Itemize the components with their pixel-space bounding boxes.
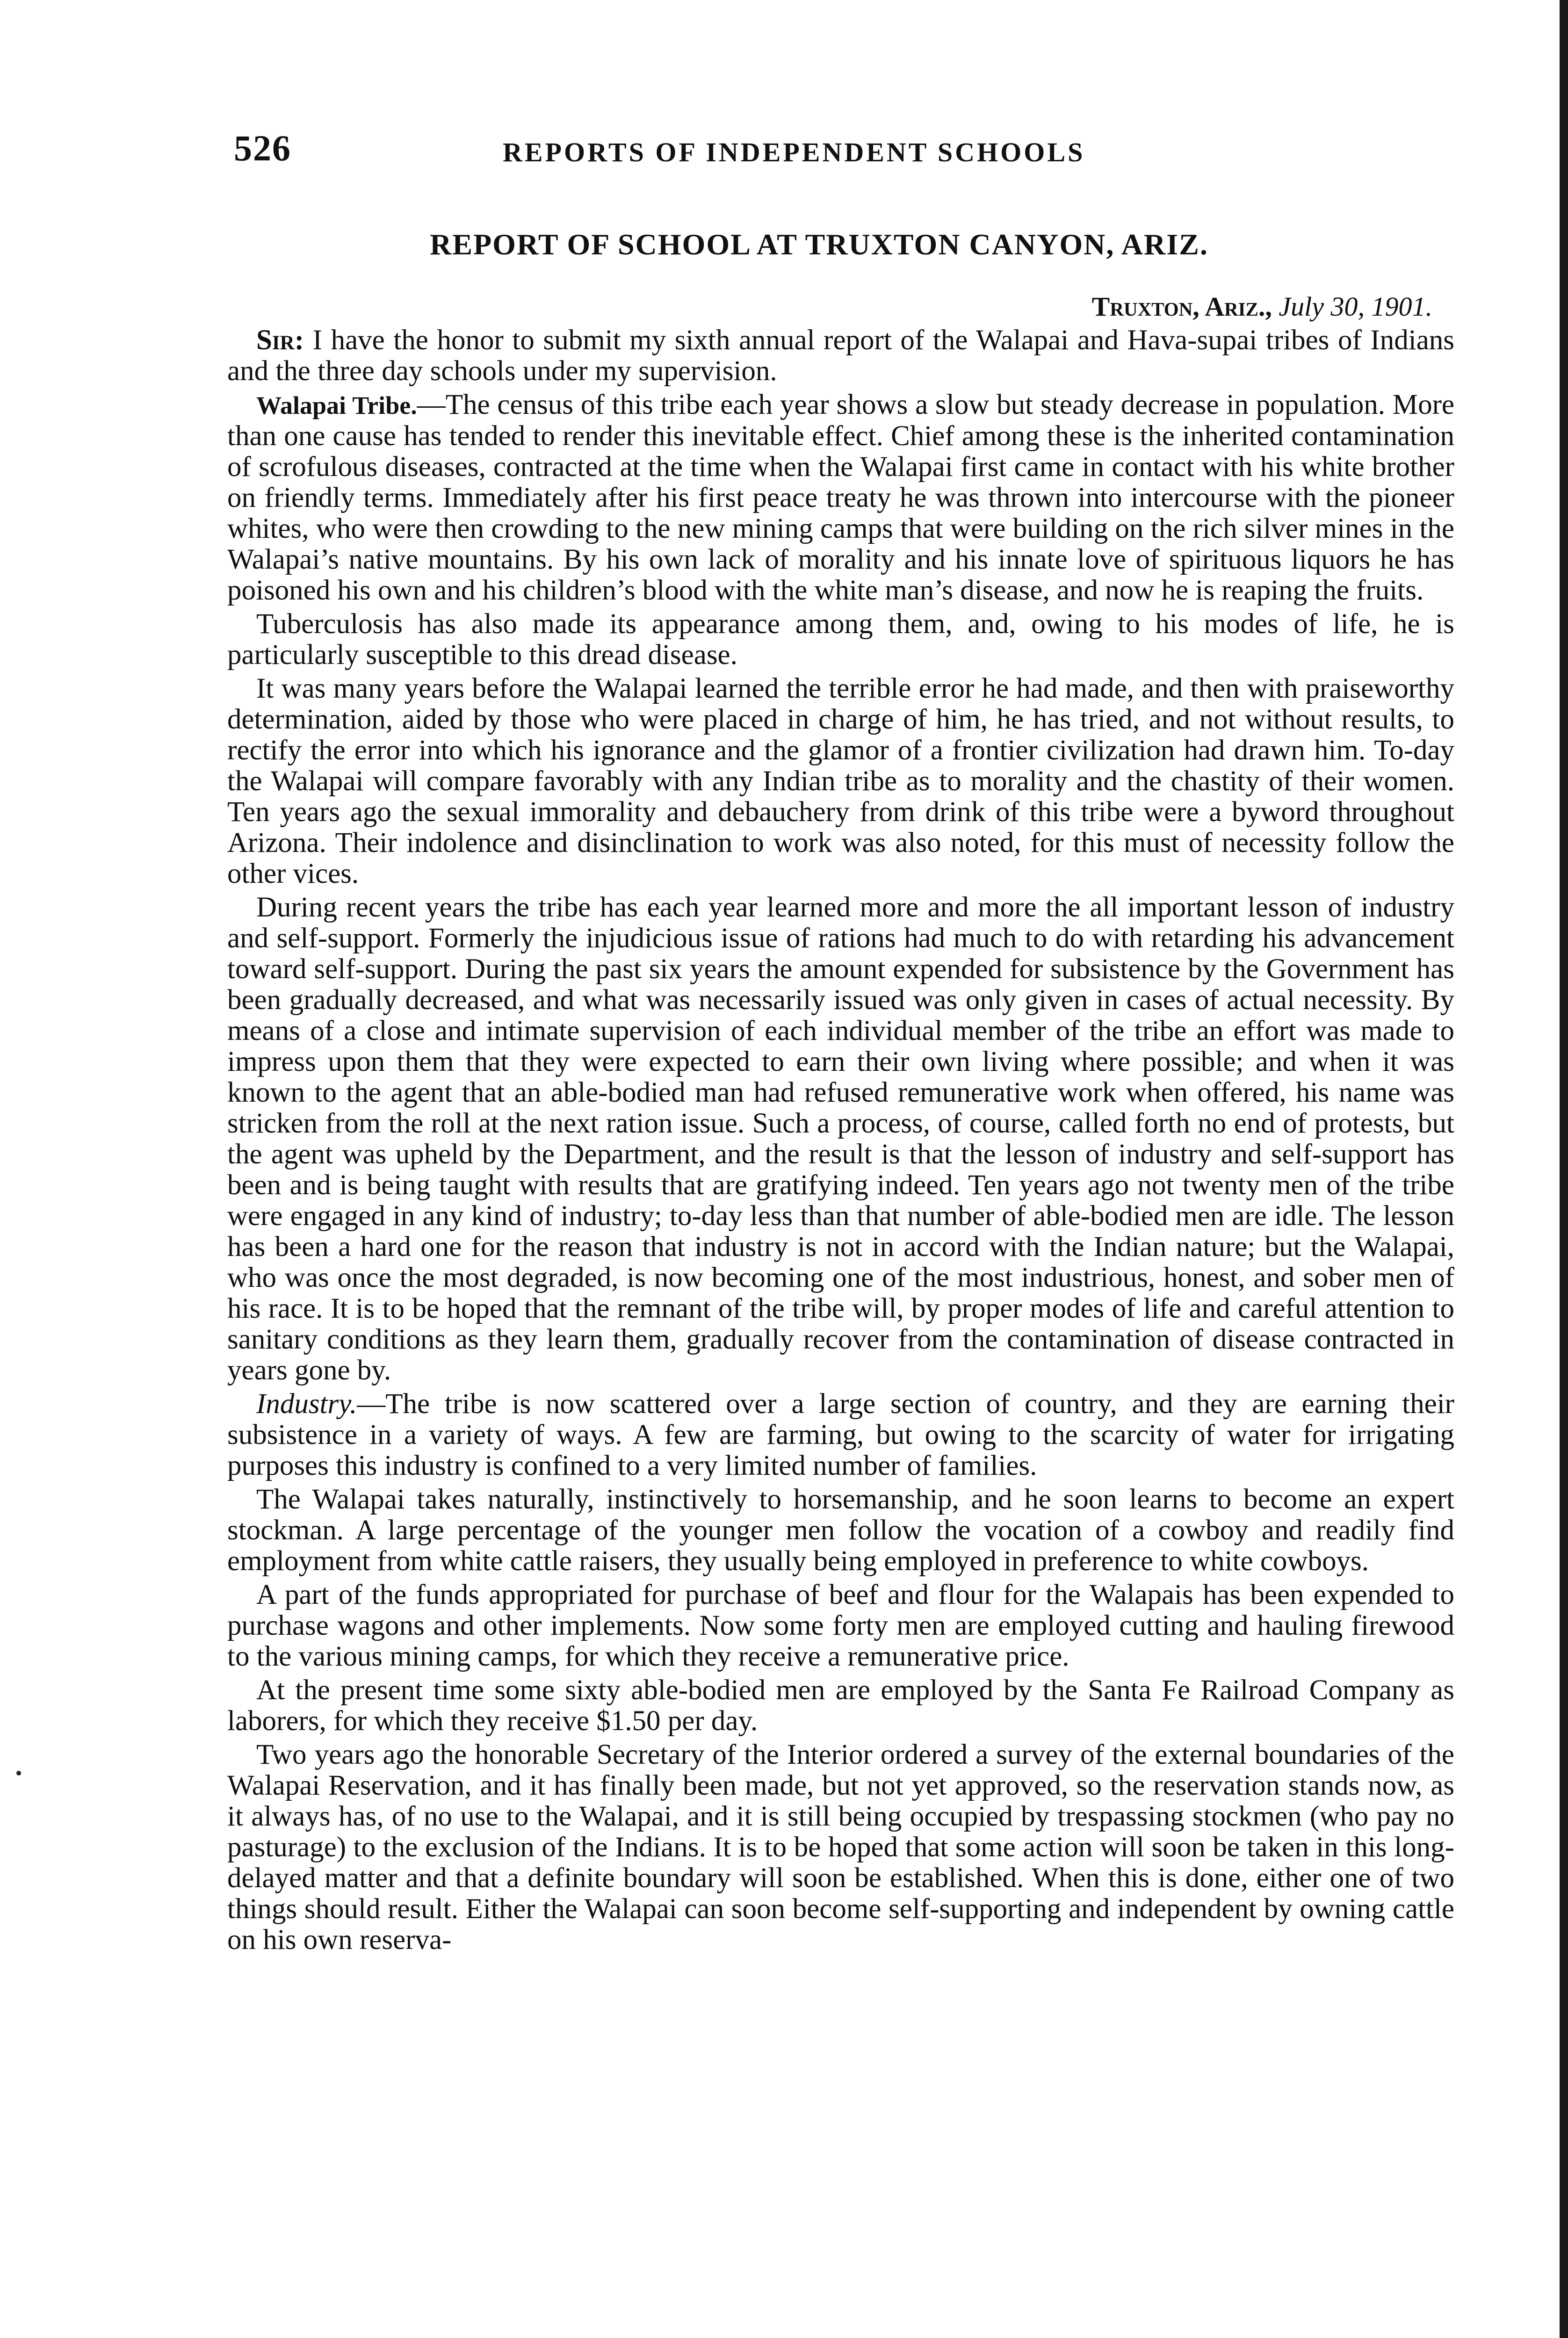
dateline-place: Truxton, Ariz., [1091, 291, 1272, 322]
salutation: Sir: [256, 325, 304, 356]
report-title: REPORT OF SCHOOL AT TRUXTON CANYON, ARIZ. [430, 228, 1208, 261]
section-heading-walapai-tribe: Walapai Tribe. [256, 391, 417, 419]
paragraph [227, 1675, 1454, 1737]
paragraph [227, 892, 1454, 1386]
paragraph-text: —The tribe is now scattered over a large section of country, and they are earning their subsistence in a variety of ways. A few are farming, but owing to the scarcity of water for irrigating purposes this industry is confined to a very limited number of families. [227, 1388, 1454, 1481]
paragraph [227, 609, 1454, 671]
paragraph [227, 1739, 1454, 1956]
paragraph-text: —The census of this tribe each year shows a slow but steady decrease in population. More than one cause has tended to render this inevitable effect. Chief among these is the inherited contamination of scrofulous diseases, contracted at the time when the Walapai first came in contact with his white brother on friendly terms. Immediately after his first peace treaty he was thrown into intercourse with the pioneer whites, who were then crowding to the new mining camps that were building on the rich silver mines in the Walapai’s native mountains. By his own lack of morality and his innate love of spirituous liquors he has poisoned his own and his children’s blood with the white man’s disease, and now he is reaping the fruits. [227, 389, 1454, 606]
scan-edge-right [1560, 0, 1568, 2338]
dateline [1092, 291, 1432, 322]
paragraph-text: It was many years before the Walapai learned the terrible error he had made, and then with praiseworthy determination, aided by those who were placed in charge of him, he has tried, and not without results, to rectify the error into which his ignorance and the glamor of a frontier civilization had drawn him. To-day the Walapai will compare favorably with any Indian tribe as to morality and the chastity of their women. Ten years ago the sexual immorality and debauchery from drink of this tribe were a byword throughout Arizona. Their indolence and disinclination to work was also noted, for this must of necessity follow the other vices. [227, 673, 1454, 889]
section-heading-industry: Industry. [256, 1388, 357, 1420]
paragraph [227, 1484, 1454, 1577]
paragraph-text: At the present time some sixty able-bodied men are employed by the Santa Fe Railroad Company as laborers, for which they receive $1.50 per day. [227, 1674, 1454, 1737]
paragraph [227, 325, 1454, 387]
paragraph [227, 673, 1454, 889]
paragraph [227, 1389, 1454, 1481]
dateline-date: July 30, 1901. [1279, 291, 1432, 322]
running-head: REPORTS OF INDEPENDENT SCHOOLS [503, 137, 1085, 167]
paragraph [227, 390, 1454, 606]
paragraph-text: During recent years the tribe has each year learned more and more the all important lesson of industry and self-support. Formerly the injudicious issue of rations had much to do with retarding his advancement toward self-support. During the past six years the amount expended for subsistence by the Government has been gradually decreased, and what was necessarily issued was only given in cases of actual necessity. By means of a close and intimate supervision of each individual member of the tribe an effort was made to impress upon them that they were expected to earn their own living where possible; and when it was known to the agent that an able-bodied man had refused remunerative work when offered, his name was stricken from the roll at the next ration issue. Such a process, of course, called forth no end of protests, but the agent was upheld by the Department, and the result is that the lesson of industry and self-support has been and is being taught with results that are gratifying indeed. Ten years ago not twenty men of the tribe were engaged in any kind of industry; to-day less than that number of able-bodied men are idle. The lesson has been a hard one for the reason that industry is not in accord with the Indian nature; but the Walapai, who was once the most degraded, is now becoming one of the most industrious, honest, and sober men of his race. It is to be hoped that the remnant of the tribe will, by proper modes of life and careful attention to sanitary conditions as they learn them, gradually recover from the contamination of disease contracted in years gone by. [227, 892, 1454, 1386]
paragraph [227, 1580, 1454, 1672]
report-body [227, 325, 1454, 1958]
paragraph-text: I have the honor to submit my sixth annual report of the Walapai and Hava-supai tribes of Indians and the three day schools under my supervision. [227, 325, 1455, 387]
paragraph-text: A part of the funds appropriated for purchase of beef and flour for the Walapais has been expended to purchase wagons and other implements. Now some forty men are employed cutting and hauling firewood to the various mining camps, for which they receive a remunerative price. [227, 1579, 1454, 1672]
paragraph-text: Two years ago the honorable Secretary of the Interior ordered a survey of the external boundaries of the Walapai Reservation, and it has finally been made, but not yet approved, so the reservation stands now, as it always has, of no use to the Walapai, and it is still being occupied by trespassing stockmen (who pay no pasturage) to the exclusion of the Indians. It is to be hoped that some action will soon be taken in this long-delayed matter and that a definite boundary will soon be established. When this is done, either one of two things should result. Either the Walapai can soon become self-supporting and independent by owning cattle on his own reserva- [227, 1739, 1454, 1956]
page-number: 526 [234, 128, 291, 168]
paragraph-text: Tuberculosis has also made its appearance among them, and, owing to his modes of life, he is particularly susceptible to this dread disease. [227, 608, 1454, 671]
paragraph-text: The Walapai takes naturally, instinctively to horsemanship, and he soon learns to become an expert stockman. A large percentage of the younger men follow the vocation of a cowboy and readily find employment from white cattle raisers, they usually being employed in preference to white cowboys. [227, 1484, 1454, 1577]
scan-speck [16, 1771, 21, 1775]
